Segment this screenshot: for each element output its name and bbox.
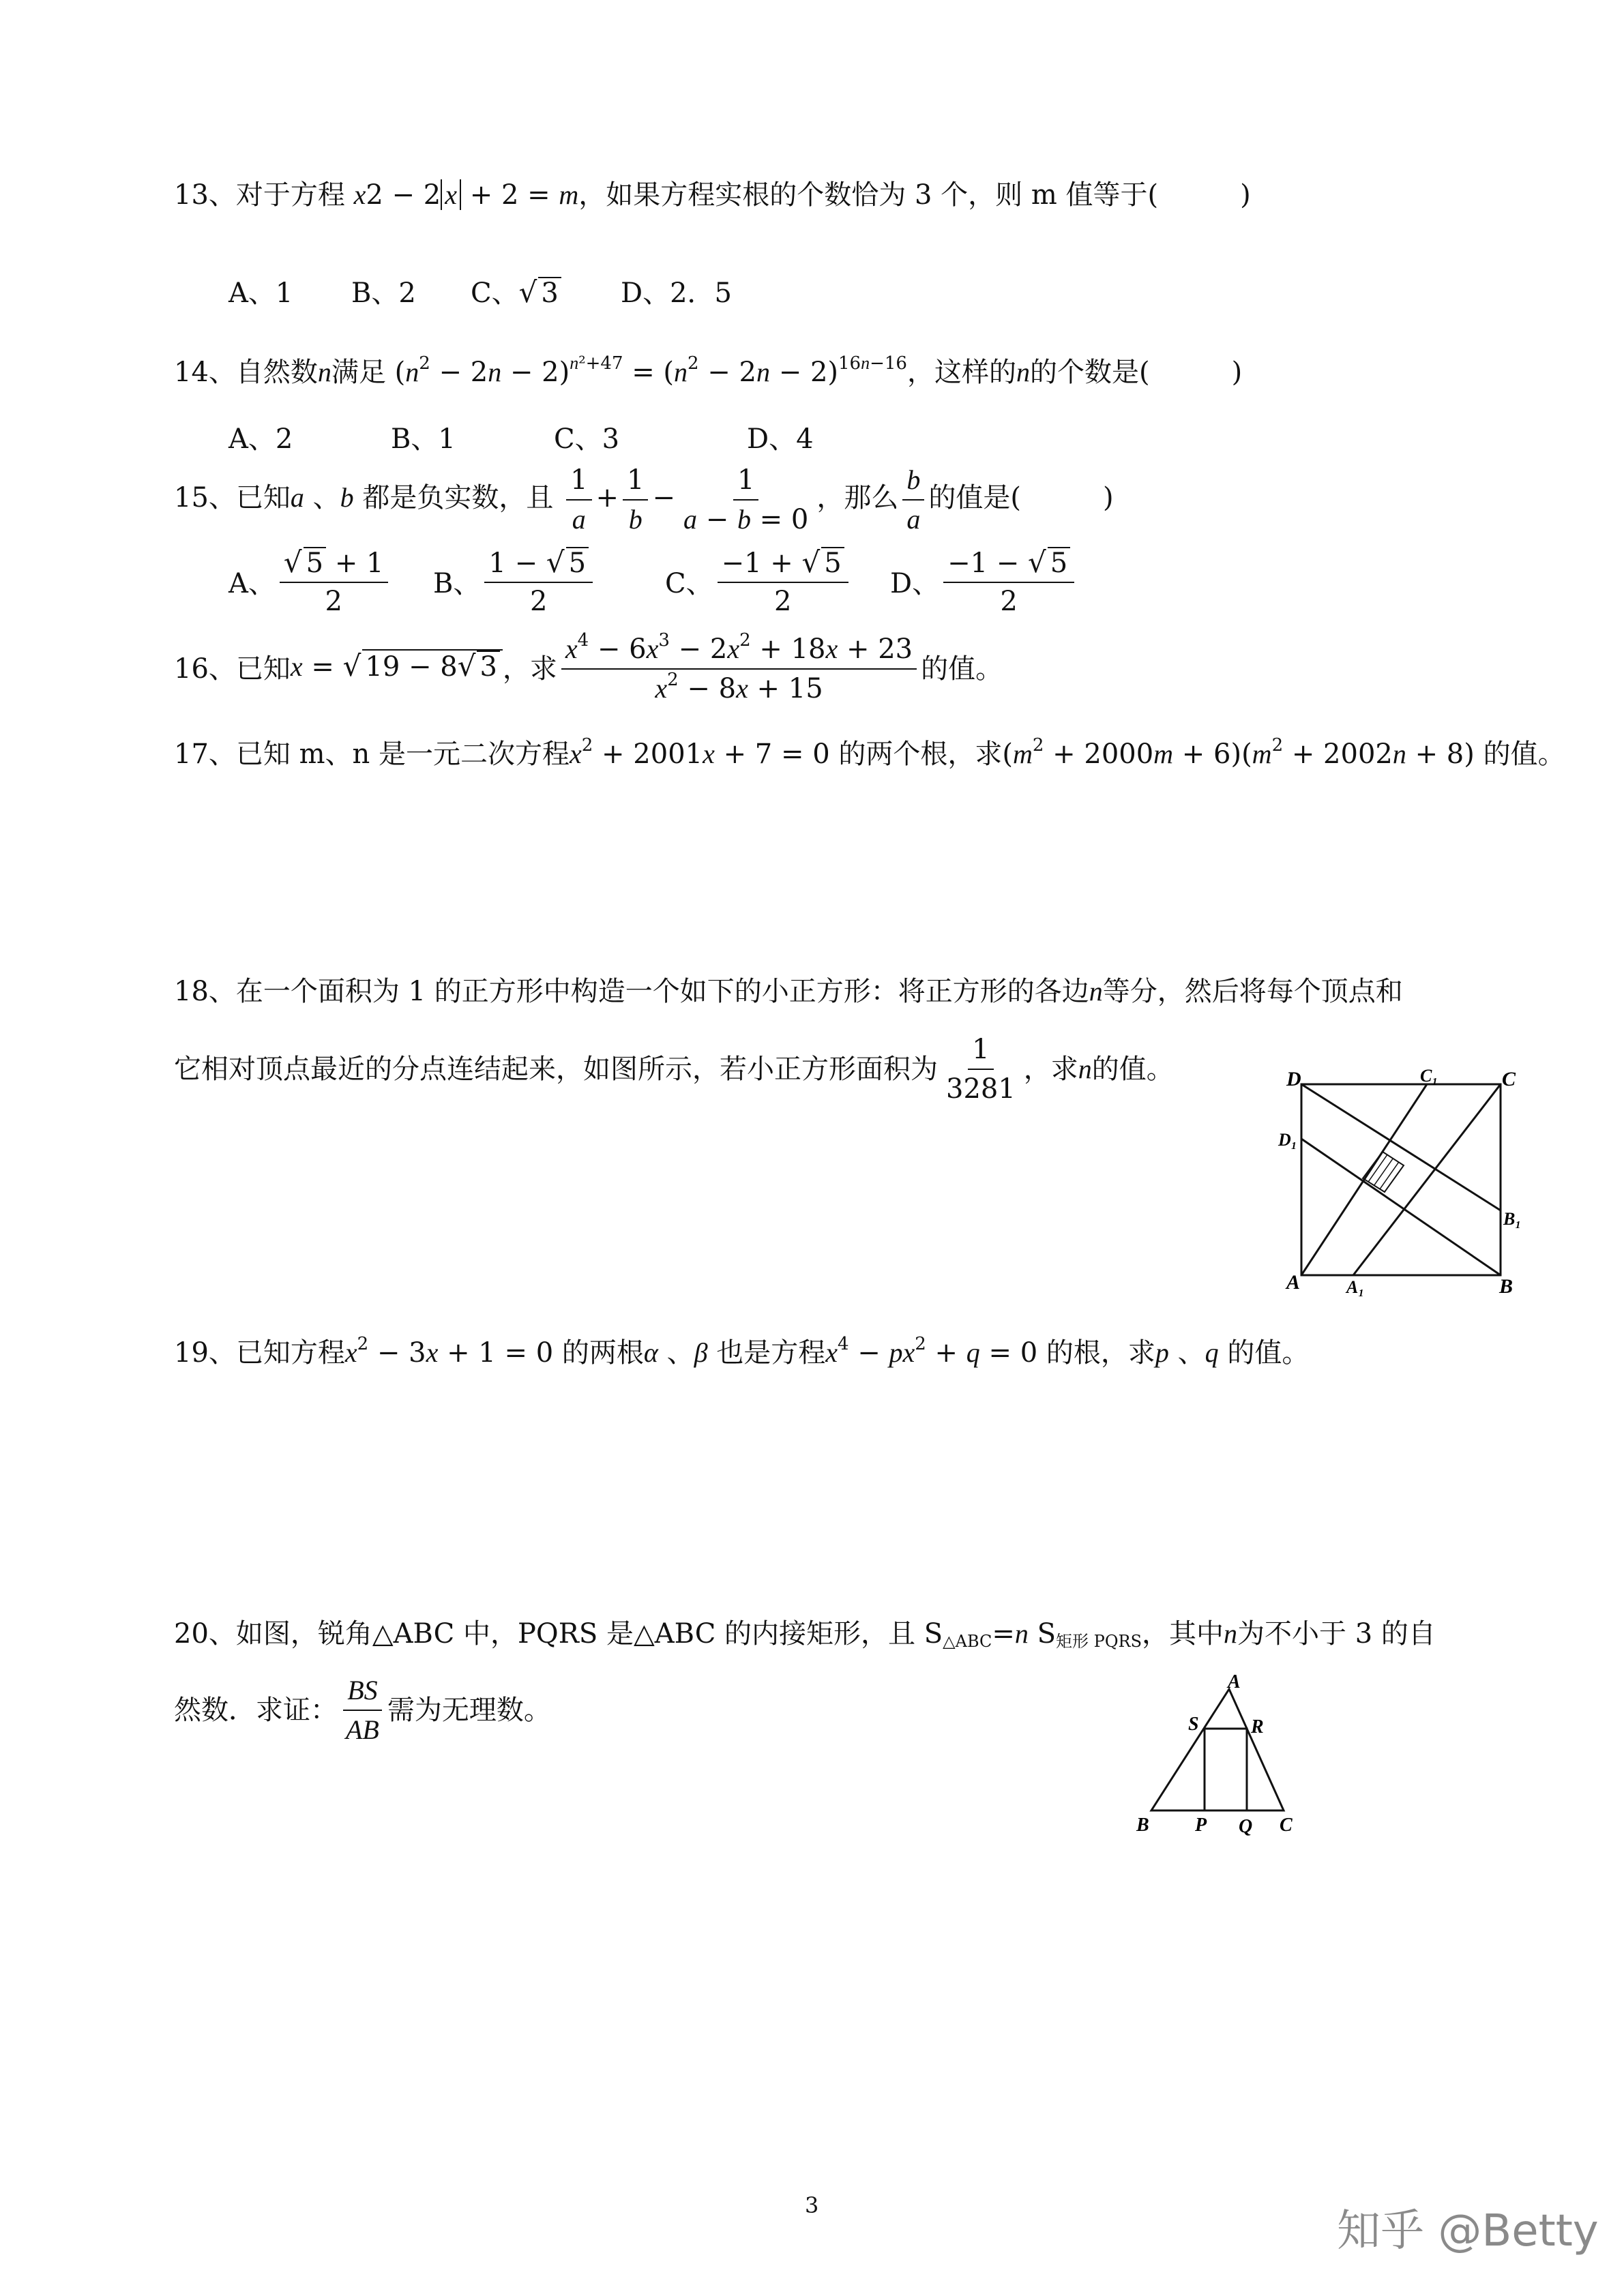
outer-square	[1301, 1084, 1501, 1275]
question-19: 19、已知方程$x^2 - 3x + 1 = 0$ 的两根α 、β 也是方程$x^4 - px^2 + q = 0$ 的根，求p 、q 的值。	[174, 1334, 1310, 1369]
question-13: 13、对于方程 x2 − 2 x + 2 = m，如果方程实根的个数恰为 3 个，则 m 值等于( )	[174, 179, 1251, 211]
label-b: B	[1136, 1815, 1149, 1836]
label-s: S	[1188, 1714, 1199, 1735]
q13-equation: x	[353, 179, 366, 210]
square-construction-figure	[1275, 1064, 1562, 1296]
label-q: Q	[1239, 1816, 1253, 1837]
label-a: A	[1286, 1271, 1301, 1294]
q14-option-c: C、3	[554, 423, 620, 455]
label-p: P	[1195, 1815, 1207, 1836]
question-20-line-2: 然数．求证： $\frac{BS}{AB}$ 需为无理数。	[174, 1675, 551, 1745]
question-18-line-1: 18、在一个面积为 1 的正方形中构造一个如下的小正方形：将正方形的各边n等分，然后将每个顶点和	[174, 976, 1403, 1007]
label-c: C	[1280, 1815, 1293, 1836]
q13-tail: ，如果方程实根的个数恰为 3 个，则 m 值等于(	[578, 179, 1159, 211]
triangle-rectangle-figure	[1125, 1671, 1330, 1851]
label-c1: C₁	[1420, 1066, 1438, 1086]
q15-option-b: B、 $\frac{1 - √ 5}{2}$	[433, 546, 597, 617]
q13-option-b: B、2	[351, 278, 416, 309]
q13-number: 13、对于方程	[174, 179, 345, 211]
line-d-b1	[1301, 1084, 1501, 1210]
q13-option-d: D、2．5	[621, 278, 732, 309]
question-16: 16、已知x = √ 19 − 8√ 3 ，求 $\frac{x^4 - 6x^3 - 2x^2 + 18x + 23}{x^2 - 8x + 15}$ 的值。	[174, 630, 1003, 704]
watermark: 知乎 @Betty	[1337, 2206, 1599, 2256]
label-d: D	[1286, 1068, 1301, 1090]
label-b: B	[1499, 1275, 1514, 1298]
label-d1: D₁	[1278, 1130, 1297, 1150]
label-r: R	[1251, 1716, 1264, 1738]
q13-option-a: A、1	[228, 278, 293, 309]
label-b1: B₁	[1503, 1209, 1522, 1229]
question-14: 14、自然数n满足 $(n^2 - 2n - 2)^{n^2+47} = (n^2 - 2n - 2)^{16n-16}$，这样的n的个数是( )	[174, 353, 1243, 388]
q14-option-a: A、2	[228, 423, 293, 455]
rectangle-pqrs	[1205, 1729, 1247, 1810]
page-number: 3	[805, 2192, 819, 2218]
triangle-abc	[1151, 1689, 1284, 1810]
question-17: 17、已知 m、n 是一元二次方程$x^2 + 2001x + 7 = 0$ 的两个根，求$(m^2 + 2000m + 6)(m^2 + 2002n + 8)$ 的值。	[174, 735, 1565, 770]
q13-option-c: C、√ 3	[471, 271, 561, 310]
label-c: C	[1502, 1068, 1516, 1090]
question-15: 15、已知a 、b 都是负实数，且 $\frac{1}{a}$ + $\frac{1}{b}$ − $\frac{1}{a - b = 0}$ ，那么 $\frac{b}{a}$ 的值是( )	[174, 464, 1114, 535]
question-20-line-1: 20、如图，锐角△ABC 中，PQRS 是△ABC 的内接矩形，且 $S_{\triangle ABC}=n$ $S_{矩形 PQRS}$，其中n为不小于 3 的自	[174, 1618, 1436, 1651]
q15-option-c: C、 $\frac{-1 + √ 5}{2}$	[665, 546, 853, 617]
label-a: A	[1228, 1671, 1241, 1693]
q15-option-d: D、 $\frac{-1 - √ 5}{2}$	[890, 546, 1078, 617]
q14-option-d: D、4	[747, 423, 814, 455]
question-18-line-2: 它相对顶点最近的分点连结起来，如图所示，若小正方形面积为 $\frac{1}{3281}$ ，求n的值。	[174, 1034, 1174, 1105]
q15-option-a: A、 $\frac{√ 5 + 1}{2}$	[228, 546, 392, 617]
label-a1: A₁	[1346, 1277, 1365, 1297]
q14-option-b: B、1	[391, 423, 456, 455]
line-d1-b	[1301, 1139, 1501, 1275]
